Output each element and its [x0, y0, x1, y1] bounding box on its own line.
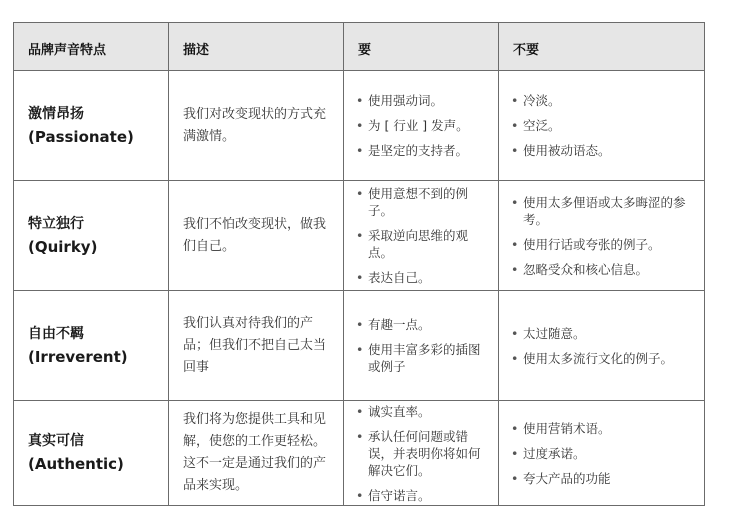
dont-item: • 使用行话或夸张的例子。 [511, 236, 661, 252]
do-item: • 信守诺言。 [356, 487, 431, 503]
bullet-icon: • [511, 420, 519, 436]
trait-name-cn: 真实可信 [28, 433, 84, 449]
bullet-icon: • [511, 325, 519, 341]
bullet-icon: • [356, 428, 364, 444]
trait-name-en: (Quirky) [28, 237, 98, 256]
trait-cell [14, 71, 169, 180]
dont-item: • 冷淡。 [511, 93, 561, 108]
donts-cell [499, 181, 704, 290]
table-row [14, 71, 704, 181]
dos-cell [344, 71, 499, 180]
header-description: 描述 [169, 23, 344, 70]
dont-item: • 夸大产品的功能 [511, 470, 611, 486]
bullet-icon: • [356, 317, 364, 332]
do-item: • 表达自己。 [356, 270, 431, 285]
bullet-icon: • [511, 143, 519, 158]
dos-cell [344, 181, 499, 290]
description-cell [169, 71, 344, 180]
trait-name-cn: 特立独行 [28, 215, 84, 232]
table-row [14, 401, 704, 505]
bullet-icon: • [511, 350, 519, 366]
bullet-icon: • [511, 445, 519, 461]
donts-cell [499, 401, 704, 505]
bullet-icon: • [511, 261, 519, 277]
dont-item: • 忽略受众和核心信息。 [511, 261, 649, 277]
bullet-icon: • [511, 470, 519, 486]
trait-cell [14, 181, 169, 290]
do-item: • 使用强动词。 [356, 93, 444, 108]
description-text: 我们不怕改变现状，做我们自己。 [183, 216, 327, 254]
do-item: • 采取逆向思维的观点。 [356, 228, 469, 260]
table-header-row [14, 23, 704, 71]
do-item: • 使用丰富多彩的插图或例子 [356, 342, 481, 374]
trait-name-en: (Passionate) [28, 127, 134, 146]
do-item: • 使用意想不到的例子。 [356, 186, 469, 218]
dos-cell [344, 401, 499, 505]
dos-cell [344, 291, 499, 400]
header-trait: 品牌声音特点 [14, 23, 169, 70]
brand-voice-table [13, 22, 705, 506]
do-item: • 诚实直率。 [356, 403, 431, 419]
header-donts: 不要 [513, 43, 540, 58]
do-item: • 为 [ 行业 ] 发声。 [356, 118, 469, 133]
dont-item: • 空泛。 [511, 118, 561, 133]
bullet-icon: • [511, 236, 519, 252]
trait-name-en: (Irreverent) [28, 347, 128, 366]
dont-item: • 太过随意。 [511, 325, 586, 341]
bullet-icon: • [356, 143, 364, 158]
description-text: 我们将为您提供工具和见解，使您的工作更轻松。这不一定是通过我们的产品来实现。 [183, 412, 327, 493]
dont-item: • 过度承诺。 [511, 445, 586, 461]
trait-cell [14, 291, 169, 400]
description-cell [169, 291, 344, 400]
bullet-icon: • [356, 403, 364, 419]
description-text: 我们认真对待我们的产品；但我们不把自己太当回事 [183, 315, 327, 375]
table-row [14, 181, 704, 291]
bullet-icon: • [356, 186, 364, 201]
bullet-icon: • [511, 93, 519, 108]
bullet-icon: • [356, 487, 364, 503]
donts-cell [499, 71, 704, 180]
do-item: • 承认任何问题或错误，并表明你将如何解决它们。 [356, 428, 481, 478]
bullet-icon: • [511, 118, 519, 133]
dont-item: • 使用太多俚语或太多晦涩的参考。 [511, 194, 686, 227]
header-dos: 要 [344, 23, 499, 70]
bullet-icon: • [356, 93, 364, 108]
do-item: • 是坚定的支持者。 [356, 143, 469, 158]
do-item: • 有趣一点。 [356, 317, 431, 332]
dont-item: • 使用被动语态。 [511, 143, 611, 158]
table-row [14, 291, 704, 401]
description-text: 我们对改变现状的方式充满激情。 [183, 106, 327, 144]
description-cell [169, 181, 344, 290]
trait-name-en: (Authentic) [28, 455, 124, 473]
trait-name-cn: 激情昂扬 [28, 105, 84, 122]
dont-item: • 使用太多流行文化的例子。 [511, 350, 674, 366]
trait-cell [14, 401, 169, 505]
trait-name-cn: 自由不羁 [28, 325, 84, 342]
bullet-icon: • [356, 118, 364, 133]
bullet-icon: • [511, 194, 519, 210]
bullet-icon: • [356, 228, 364, 243]
dont-item: • 使用营销术语。 [511, 420, 611, 436]
donts-cell [499, 291, 704, 400]
bullet-icon: • [356, 342, 364, 357]
description-cell [169, 401, 344, 505]
bullet-icon: • [356, 270, 364, 285]
